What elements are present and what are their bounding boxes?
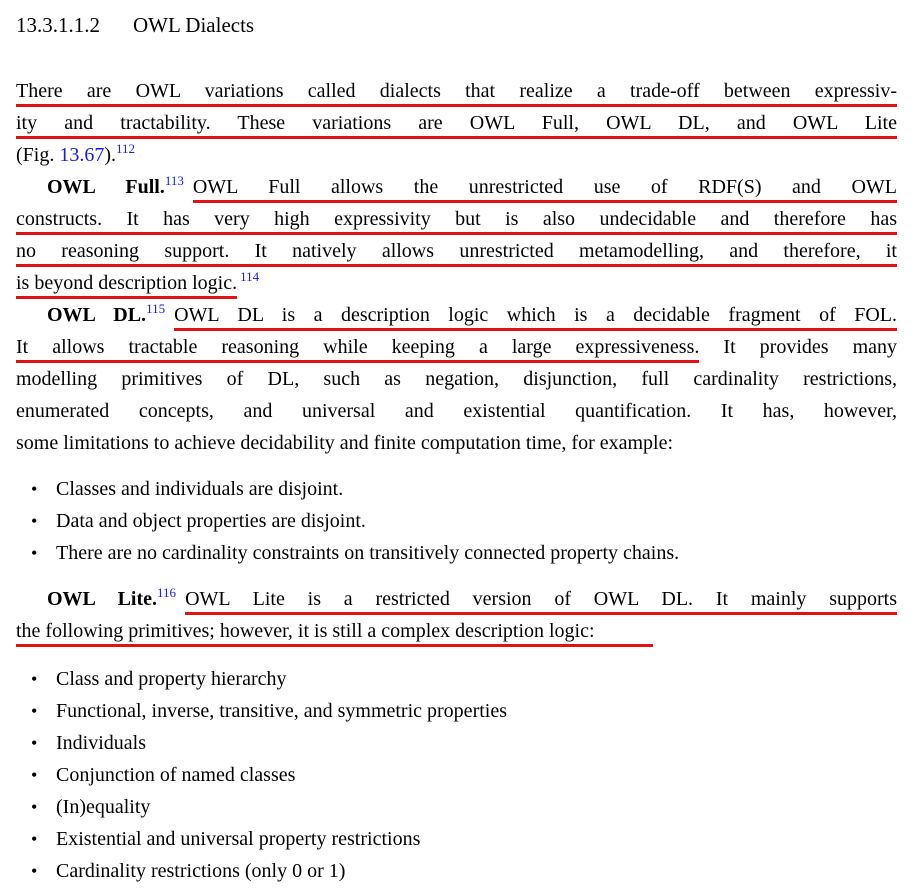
- footnote-ref-113[interactable]: 113: [164, 173, 184, 188]
- text-line: [16, 203, 897, 235]
- paragraph-owl-dl: [16, 299, 897, 459]
- list-item: [16, 695, 897, 727]
- underlined-text: is beyond description logic.: [16, 272, 237, 299]
- list-item-text: Class and property hierarchy: [56, 668, 287, 690]
- text-run: enumerated concepts, and universal and existential quantification. It has, however,: [16, 400, 897, 422]
- list-item: [16, 505, 897, 537]
- underlined-text: constructs. It has very high expressivity but is also undecidable and therefore has: [16, 208, 897, 235]
- text-line: [16, 583, 897, 615]
- footnote-ref-115[interactable]: 115: [146, 301, 166, 316]
- text-run: (Fig.: [16, 144, 60, 166]
- underlined-text: ity and tractability. These variations are OWL Full, OWL DL, and OWL Lite: [16, 112, 897, 139]
- bullet-icon: •: [31, 479, 38, 499]
- bullet-icon: •: [31, 797, 38, 817]
- bullet-icon: •: [31, 701, 38, 721]
- list-item-text: Data and object properties are disjoint.: [56, 510, 366, 532]
- list-item: [16, 855, 897, 887]
- list-item-text: (In)equality: [56, 796, 151, 818]
- underlined-text: There are OWL variations called dialects that realize a trade-off between expressiv-: [16, 80, 897, 107]
- text-line: [16, 427, 897, 459]
- footnote-ref-114[interactable]: 114: [240, 269, 260, 284]
- run-in-heading: OWL Lite.: [47, 588, 158, 610]
- text-line: [16, 75, 897, 107]
- list-item: [16, 823, 897, 855]
- text-line: [16, 171, 897, 203]
- bullet-icon: •: [31, 543, 38, 563]
- run-in-heading: OWL DL.: [47, 304, 147, 326]
- text-line: [16, 139, 897, 171]
- text-run: modelling primitives of DL, such as negation, disjunction, full cardinality restrictions,: [16, 368, 897, 390]
- owl-dl-limitations-list: [16, 473, 897, 569]
- footnote-ref-116[interactable]: 116: [157, 585, 177, 600]
- text-line: [16, 299, 897, 331]
- text-line: [16, 235, 897, 267]
- owl-lite-primitives-list: [16, 663, 897, 887]
- text-line: [16, 395, 897, 427]
- underlined-text: no reasoning support. It natively allows unrestricted metamodelling, and therefore, it: [16, 240, 897, 267]
- bullet-icon: •: [31, 765, 38, 785]
- underlined-text: the following primitives; however, it is still a complex description logic:: [16, 620, 653, 647]
- run-in-heading: OWL Full.: [47, 176, 165, 198]
- list-item: [16, 663, 897, 695]
- bullet-icon: •: [31, 829, 38, 849]
- paragraph-intro: [16, 75, 897, 171]
- list-item: [16, 727, 897, 759]
- list-item-text: There are no cardinality constraints on transitively connected property chains.: [56, 542, 680, 564]
- list-item: [16, 473, 897, 505]
- figure-link[interactable]: 13.67: [59, 144, 105, 166]
- list-item: [16, 759, 897, 791]
- paragraph-owl-lite: [16, 583, 897, 647]
- footnote-ref-112[interactable]: 112: [116, 141, 136, 156]
- list-item-text: Cardinality restrictions (only 0 or 1): [56, 860, 346, 882]
- section-title: OWL Dialects: [133, 13, 255, 37]
- underlined-text: OWL DL is a description logic which is a decidable fragment of FOL.: [174, 304, 897, 331]
- section-heading: [16, 10, 897, 40]
- underlined-text: It allows tractable reasoning while keeping a large expressiveness.: [16, 336, 699, 363]
- paragraph-owl-full: [16, 171, 897, 299]
- text-line: [16, 331, 897, 363]
- list-item-text: Classes and individuals are disjoint.: [56, 478, 344, 500]
- text-line: [16, 267, 897, 299]
- text-line: [16, 363, 897, 395]
- bullet-icon: •: [31, 511, 38, 531]
- list-item-text: Conjunction of named classes: [56, 764, 296, 786]
- text-run: some limitations to achieve decidability and finite computation time, for example:: [16, 432, 674, 454]
- text-line: [16, 615, 897, 647]
- text-run: ).: [104, 144, 117, 166]
- list-item: [16, 537, 897, 569]
- text-run: It provides many: [699, 336, 897, 358]
- list-item-text: Existential and universal property restrictions: [56, 828, 421, 850]
- list-item-text: Functional, inverse, transitive, and symmetric properties: [56, 700, 507, 722]
- underlined-text: OWL Lite is a restricted version of OWL DL. It mainly supports: [185, 588, 897, 615]
- list-item: [16, 791, 897, 823]
- list-item-text: Individuals: [56, 732, 146, 754]
- bullet-icon: •: [31, 669, 38, 689]
- bullet-icon: •: [31, 861, 38, 881]
- text-line: [16, 107, 897, 139]
- bullet-icon: •: [31, 733, 38, 753]
- underlined-text: OWL Full allows the unrestricted use of RDF(S) and OWL: [193, 176, 897, 203]
- section-number: 13.3.1.1.2: [16, 13, 100, 37]
- body-text: [16, 75, 897, 887]
